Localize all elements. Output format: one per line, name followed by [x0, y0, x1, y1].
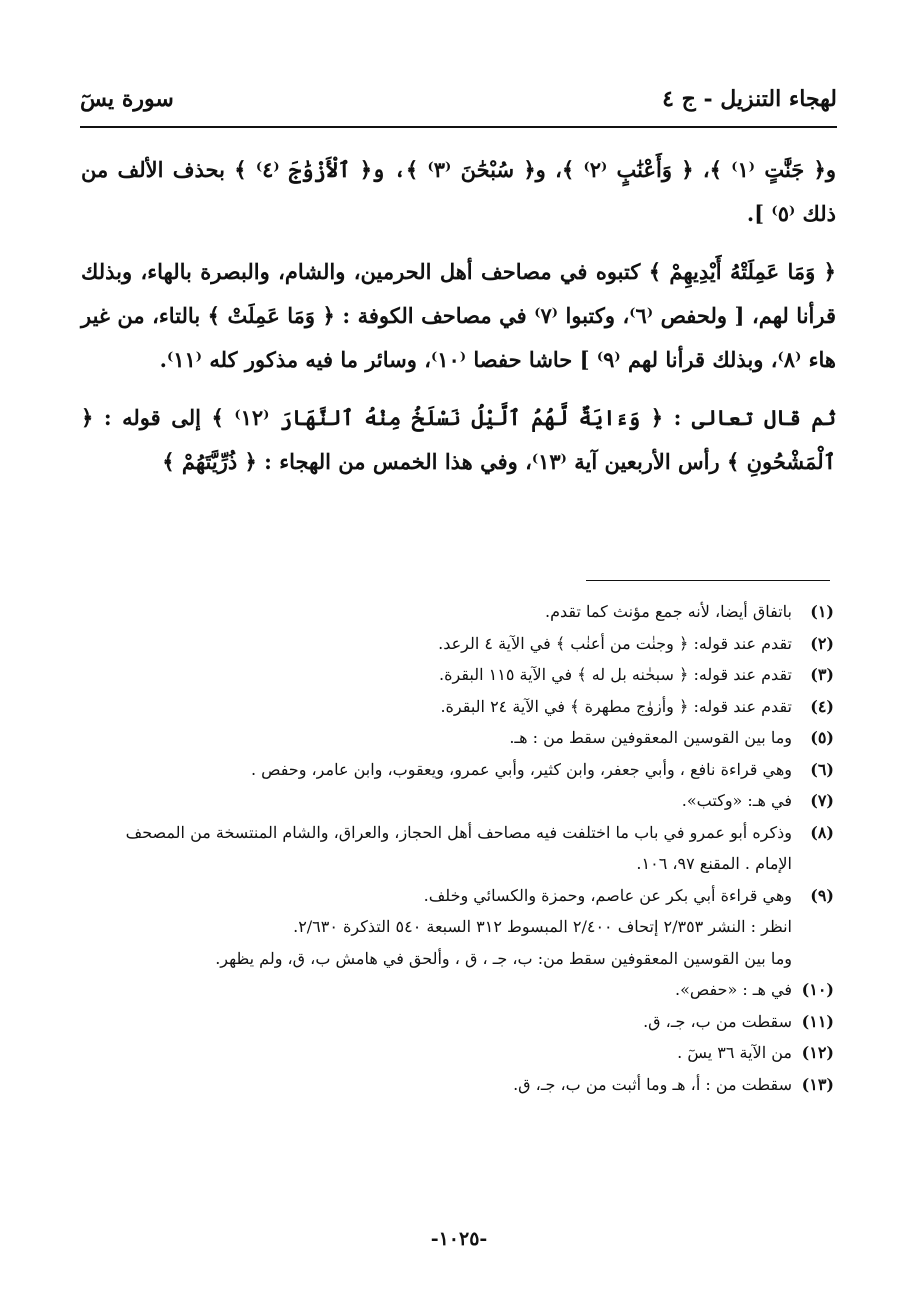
footnote-text — [82, 754, 792, 786]
footnote-number: (٣) — [810, 665, 834, 684]
footnote-item — [82, 1069, 834, 1101]
footnotes-list — [82, 596, 834, 1100]
footnote-line: سقطت من ب، جـ، ق. — [643, 1011, 792, 1031]
footnote-line: تقدم عند قوله: ﴿ وأزوٰج مطهرة ﴾ في الآية ٢٤ البقرة. — [440, 696, 792, 716]
footnote-item — [82, 880, 834, 975]
footnote-number: (١١) — [801, 1011, 834, 1031]
footnote-line: في هـ: «وكتب». — [681, 791, 792, 810]
footnote-item — [82, 1037, 834, 1069]
footnote-number: (٨) — [810, 822, 834, 842]
footnote-item — [82, 817, 834, 880]
footnote-number: (٤) — [810, 696, 834, 716]
page-number: -١٠٢٥- — [430, 1228, 488, 1250]
footnote-line: في هـ : «حفص». — [674, 980, 792, 999]
footnote-item — [82, 722, 834, 754]
header-divider — [80, 126, 837, 128]
footnote-text — [82, 785, 792, 817]
footnote-text — [82, 659, 792, 691]
footnote-number: (١٠) — [801, 980, 834, 999]
paragraph-3: ثم قال تعالى : ﴿ وَءَايَةٌ لَّهُمُ ٱلَّيْلُ نَسْلَخُ مِنْهُ ٱلنَّهَارَ ⁽١٢⁾ ﴾ إلى قوله : ﴿ ٱلْمَشْحُونِ ﴾ رأس الأربعين آية ⁽١٣⁾، وفي هذا الخمس من الهجاء : ﴿ ذُرِّيَّتَهُمْ ﴾ — [81, 405, 836, 474]
footnote-text — [82, 1006, 792, 1038]
footnote-separator — [586, 580, 830, 581]
footnote-number: (٢) — [810, 633, 834, 653]
footnote-number: (١٣) — [801, 1074, 834, 1094]
footnote-item — [82, 628, 834, 660]
footnote-number: (٩) — [810, 885, 834, 905]
footnote-item — [82, 691, 834, 723]
footnote-item — [82, 659, 834, 691]
footnote-line: باتفاق أيضا، لأنه جمع مؤنث كما تقدم. — [545, 602, 792, 621]
footnote-number: (٥) — [810, 728, 834, 747]
main-text — [81, 148, 836, 498]
footnote-line: وهي قراءة أبي بكر عن عاصم، وحمزة والكسائي وخلف. — [423, 885, 792, 905]
footnote-text — [82, 722, 792, 754]
footnote-text — [82, 1069, 792, 1101]
footnote-line: وهي قراءة نافع ، وأبي جعفر، وابن كثير، وأبي عمرو، ويعقوب، وابن عامر، وحفص . — [250, 759, 792, 779]
paragraph-2: ﴿ وَمَا عَمِلَتْهُ أَيْدِيهِمْ ﴾ كتبوه في مصاحف أهل الحرمين، والشام، والبصرة بالهاء، وبذلك قرأنا لهم، [ ولحفص ⁽٦⁾، وكتبوا ⁽٧⁾ في مصاحف الكوفة : ﴿ وَمَا عَمِلَتْ ﴾ بالتاء، من غير هاء ⁽٨⁾، وبذلك قرأنا لهم ⁽٩⁾ ] حاشا حفصا ⁽١٠⁾، وسائر ما فيه مذكور كله ⁽١١⁾. — [81, 259, 836, 372]
footnote-text — [82, 596, 792, 628]
footnote-text — [82, 880, 792, 975]
footnote-number: (١٢) — [801, 1043, 834, 1062]
header-surah-name: سورة يسٓ — [80, 86, 174, 112]
footnote-text — [82, 691, 792, 723]
footnote-line: سقطت من : أ، هـ وما أثبت من ب، جـ، ق. — [513, 1074, 792, 1094]
footnote-line: تقدم عند قوله: ﴿ وجنٰت من أعنٰب ﴾ في الآية ٤ الرعد. — [438, 633, 792, 653]
footnote-line: انظر : النشر ٢/٣٥٣ إتحاف ٢/٤٠٠ المبسوط ٣١٢ السبعة ٥٤٠ التذكرة ٢/٦٣٠. — [293, 917, 792, 936]
footnote-line: من الآية ٣٦ يسٓ . — [677, 1043, 792, 1062]
paragraph-1: و﴿ جَنَّٰتٍ ⁽١⁾ ﴾، ﴿ وَأَعْنَٰبٍ ⁽٢⁾ ﴾، و﴿ سُبْحَٰنَ ⁽٣⁾ ﴾، و﴿ ٱلْأَزْوَٰجَ ⁽٤⁾ ﴾ بحذف الألف من ذلك ⁽٥⁾ ]. — [81, 157, 836, 226]
footnote-line: وذكره أبو عمرو في باب ما اختلفت فيه مصاحف أهل الحجاز، والعراق، والشام المنتسخة من المصحف — [125, 822, 792, 842]
running-header — [80, 78, 837, 128]
footnote-number: (٦) — [810, 759, 834, 779]
footnote-number: (١) — [810, 602, 834, 621]
footnote-item — [82, 785, 834, 817]
footnote-item — [82, 754, 834, 786]
footnote-number: (٧) — [810, 791, 834, 810]
footnote-line: الإمام . المقنع ٩٧، ١٠٦. — [636, 854, 792, 873]
footnote-text — [82, 1037, 792, 1069]
header-title: لهجاء التنزيل - ج ٤ — [662, 86, 837, 112]
footnote-text — [82, 817, 792, 880]
footnote-line: وما بين القوسين المعقوفين سقط من: ب، جـ ، ق ، وألحق في هامش ب، ق، ولم يظهر. — [215, 948, 792, 968]
footnote-text — [82, 628, 792, 660]
footnote-line: تقدم عند قوله: ﴿ سبحٰنه بل له ﴾ في الآية ١١٥ البقرة. — [439, 665, 792, 684]
footnote-text — [82, 974, 792, 1006]
footnote-line: وما بين القوسين المعقوفين سقط من : هـ. — [509, 728, 792, 747]
footnote-item — [82, 1006, 834, 1038]
footnote-item — [82, 974, 834, 1006]
footnote-item — [82, 596, 834, 628]
